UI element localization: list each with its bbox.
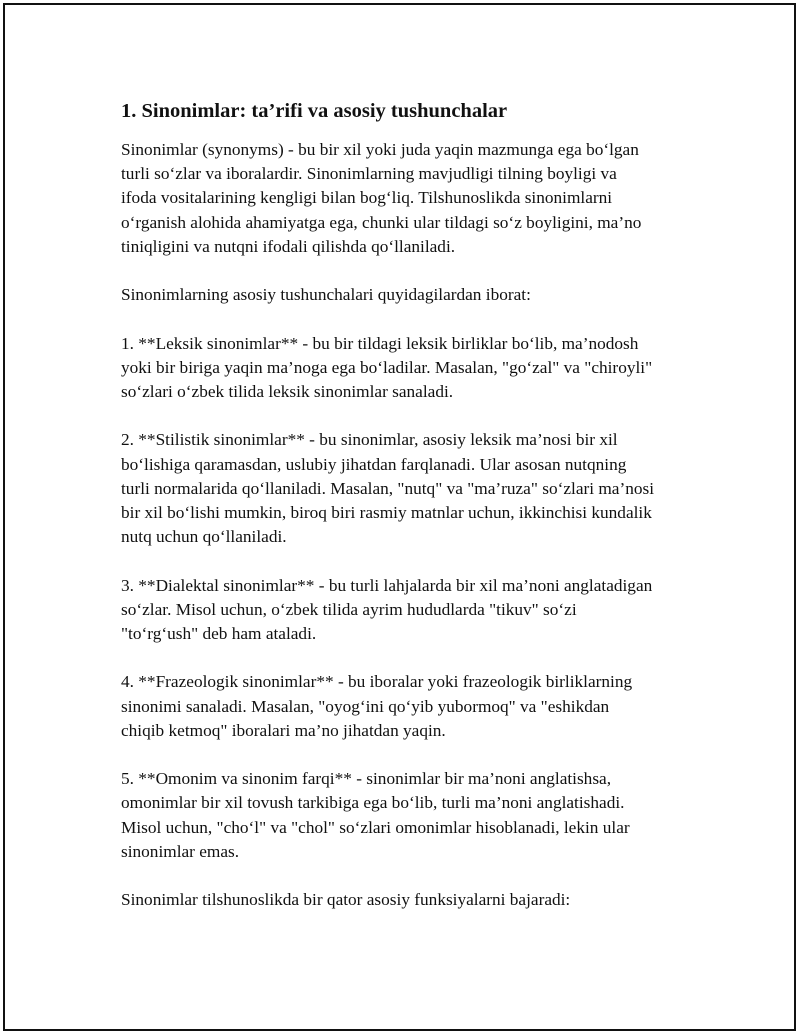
list-item-omonim — [121, 767, 701, 864]
text-line: Sinonimlar (synonyms) - bu bir xil yoki juda yaqin mazmunga ega bo‘lgan — [121, 140, 639, 159]
text-line: 4. **Frazeologik sinonimlar** - bu iboralar yoki frazeologik birliklarning — [121, 672, 633, 692]
text-line: so‘zlari o‘zbek tilida leksik sinonimlar sanaladi. — [121, 382, 454, 401]
text-line: 3. **Dialektal sinonimlar** - bu turli lahjalarda bir xil ma’noni anglatadigan — [121, 575, 653, 595]
text-line: sinonimi sanaladi. Masalan, "oyog‘ini qo‘yib yubormoq" va "eshikdan — [121, 696, 610, 716]
text-line: so‘zlar. Misol uchun, o‘zbek tilida ayrim hududlarda "tikuv" so‘zi — [121, 599, 577, 619]
text-line: bir xil bo‘lishi mumkin, biroq biri rasmiy matnlar uchun, ikkinchisi kundalik — [121, 503, 652, 522]
text-line: turli so‘zlar va iboralardir. Sinonimlarning mavjudligi tilning boyligi va — [121, 164, 617, 184]
list-item-dialektal — [121, 574, 701, 647]
text-line: nutq uchun qo‘llaniladi. — [121, 527, 287, 547]
text-line: yoki bir biriga yaqin ma’noga ega bo‘ladilar. Masalan, "go‘zal" va "chiroyli" — [121, 357, 653, 377]
text-line: chiqib ketmoq" iboralari ma’no jihatdan yaqin. — [121, 720, 446, 740]
text-line: 5. **Omonim va sinonim farqi** - sinonimlar bir ma’noni anglatishsa, — [121, 769, 612, 789]
text-line: sinonimlar emas. — [121, 841, 240, 861]
text-line: turli normalarida qo‘llaniladi. Masalan, "nutq" va "ma’ruza" so‘zlari ma’nosi — [121, 478, 655, 498]
list-item-frazeologik — [121, 670, 701, 743]
paragraph-intro — [121, 138, 701, 259]
page-frame — [3, 3, 796, 1031]
text-line: omonimlar bir xil tovush tarkibiga ega bo‘lib, turli ma’noni anglatishadi. — [121, 793, 625, 813]
text-line: Sinonimlar tilshunoslikda bir qator asosiy funksiyalarni bajaradi: — [121, 890, 571, 910]
paragraph-functions-intro — [121, 888, 701, 912]
text-line: 2. **Stilistik sinonimlar** - bu sinonimlar, asosiy leksik ma’nosi bir xil — [121, 430, 618, 450]
text-line: bo‘lishiga qaramasdan, uslubiy jihatdan farqlanadi. Ular asosan nutqning — [121, 454, 627, 474]
section-heading: 1. Sinonimlar: ta’rifi va asosiy tushunchalar — [121, 100, 508, 122]
text-line: 1. **Leksik sinonimlar** - bu bir tildagi leksik birliklar bo‘lib, ma’nodosh — [121, 333, 639, 353]
text-line: Sinonimlarning asosiy tushunchalari quyidagilardan iborat: — [121, 285, 531, 305]
document-body — [121, 97, 701, 937]
text-line: tiniqligini va nutqni ifodali qilishda qo‘llaniladi. — [121, 236, 456, 256]
paragraph-list-intro — [121, 283, 701, 307]
text-line: o‘rganish alohida ahamiyatga ega, chunki ular tildagi so‘z boyligini, ma’no — [121, 212, 642, 232]
text-line: ifoda vositalarining kengligi bilan bog‘liq. Tilshunoslikda sinonimlarni — [121, 188, 613, 208]
text-line: Misol uchun, "cho‘l" va "chol" so‘zlari omonimlar hisoblanadi, lekin ular — [121, 817, 630, 837]
text-line: "to‘rg‘ush" deb ham ataladi. — [121, 624, 317, 643]
list-item-leksik — [121, 332, 701, 405]
list-item-stilistik — [121, 428, 701, 549]
